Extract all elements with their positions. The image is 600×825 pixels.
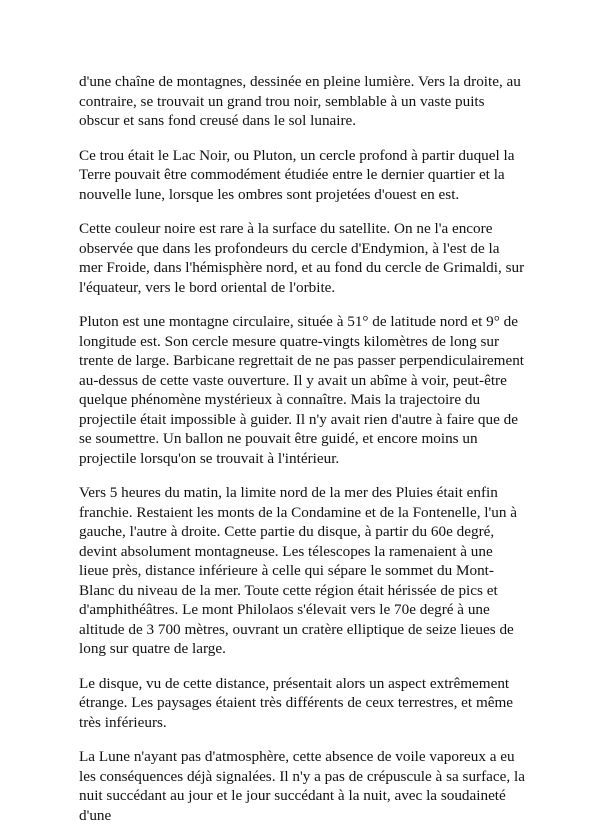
- document-page: [79, 72, 525, 825]
- paragraph-3: Cette couleur noire est rare à la surface du satellite. On ne l'a encore observée que dans les profondeurs du cercle d'Endymion, à l'est de la mer Froide, dans l'hémisphère nord, et au fond du cercle de Grimaldi, sur l'équateur, vers le bord oriental de l'orbite.: [79, 220, 525, 296]
- paragraph-5: Vers 5 heures du matin, la limite nord de la mer des Pluies était enfin franchie. Restaient les monts de la Condamine et de la Fontenelle, l'un à gauche, l'autre à droite. Cette partie du disque, à partir du 60e degré, devint absolument montagneuse. Les télescopes la ramenaient à une lieue près, distance inférieure à celle qui sépare le sommet du Mont-Blanc du niveau de la mer. Toute cette région était hérissée de pics et d'amphithéâtres. Le mont Philolaos s'élevait vers le 70e degré à une altitude de 3 700 mètres, ouvrant un cratère elliptique de seize lieues de long sur quatre de large.: [79, 484, 517, 657]
- paragraph-2: Ce trou était le Lac Noir, ou Pluton, un cercle profond à partir duquel la Terre pouvait être commodément étudiée entre le dernier quartier et la nouvelle lune, lorsque les ombres sont projetées d'ouest en est.: [79, 146, 515, 203]
- paragraph-4: Pluton est une montagne circulaire, située à 51° de latitude nord et 9° de longitude est. Son cercle mesure quatre-vingts kilomètres de long sur trente de large. Barbicane regrettait de ne pas passer perpendiculairement au-dessus de cette vaste ouverture. Il y avait un abîme à voir, peut-être quelque phénomène mystérieux à connaître. Mais la trajectoire du projectile était impossible à guider. Il n'y avait rien d'autre à faire que de se soumettre. Un ballon ne pouvait être guidé, et encore moins un projectile lorsqu'on se trouvait à l'intérieur.: [79, 313, 525, 467]
- paragraph-1: d'une chaîne de montagnes, dessinée en pleine lumière. Vers la droite, au contraire, se trouvait un grand trou noir, semblable à un vaste puits obscur et sans fond creusé dans le sol lunaire.: [79, 73, 521, 129]
- paragraph-6: Le disque, vu de cette distance, présentait alors un aspect extrêmement étrange. Les paysages étaient très différents de ceux terrestres, et même très inférieurs.: [79, 674, 514, 731]
- paragraph-7: La Lune n'ayant pas d'atmosphère, cette absence de voile vaporeux a eu les conséquences déjà signalées. Il n'y a pas de crépuscule à sa surface, la nuit succédant au jour et le jour succédant à la nuit, avec la soudaineté d'une: [79, 748, 525, 824]
